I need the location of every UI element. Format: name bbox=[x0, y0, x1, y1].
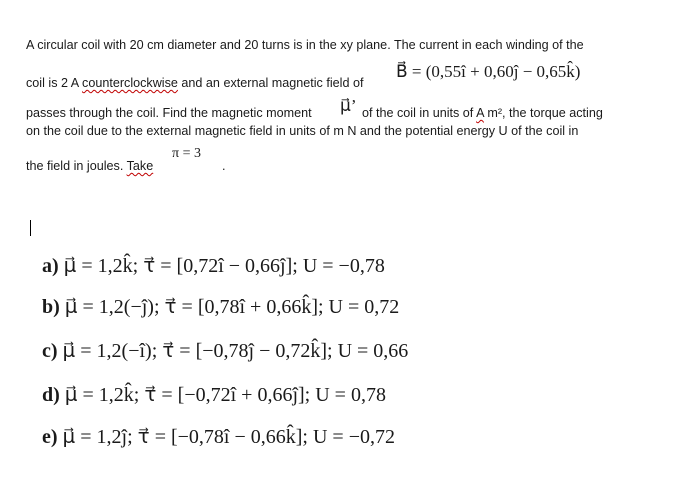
question-line-2 bbox=[26, 76, 363, 90]
counterclockwise-word: counterclockwise bbox=[82, 76, 178, 90]
pi-equation: π = 3 bbox=[172, 146, 201, 161]
option-a[interactable] bbox=[42, 253, 385, 278]
mu-symbol: μ⃗’ bbox=[340, 96, 357, 115]
option-a-expression: μ⃗ = 1,2k̂; τ⃗ = [0,72î − 0,66ĵ]; U = −0,78 bbox=[63, 255, 385, 277]
question-text-2a: coil is 2 A bbox=[26, 76, 79, 90]
line-5-period: . bbox=[222, 159, 226, 173]
question-line-5 bbox=[26, 159, 153, 173]
option-c-expression: μ⃗ = 1,2(−î); τ⃗ = [−0,78ĵ − 0,72k̂]; U = 0,66 bbox=[62, 340, 409, 362]
question-text-3a: passes through the coil. Find the magnetic moment bbox=[26, 106, 312, 120]
option-c[interactable] bbox=[42, 338, 408, 363]
question-text-2c: and an external magnetic field of bbox=[181, 76, 364, 90]
question-line-3 bbox=[26, 106, 312, 120]
option-e-label: e) bbox=[42, 426, 58, 448]
option-d-label: d) bbox=[42, 384, 60, 406]
question-text-1: A circular coil with 20 cm diameter and 20 turns is in the xy plane. The current in each winding of the bbox=[26, 38, 584, 52]
take-word: Take bbox=[126, 159, 154, 173]
question-text-3b: of the coil in units of bbox=[362, 106, 474, 120]
text-cursor bbox=[30, 220, 31, 236]
question-text-4: on the coil due to the external magnetic field in units of m N and the potential energy U of the coil in bbox=[26, 124, 579, 138]
option-b-expression: μ⃗ = 1,2(−ĵ); τ⃗ = [0,78î + 0,66k̂]; U = 0,72 bbox=[64, 296, 400, 318]
option-e-expression: μ⃗ = 1,2ĵ; τ⃗ = [−0,78î − 0,66k̂]; U = −0,72 bbox=[62, 426, 395, 448]
option-e[interactable] bbox=[42, 424, 395, 449]
question-line-1 bbox=[26, 38, 584, 52]
option-a-label: a) bbox=[42, 255, 59, 277]
question-line-4 bbox=[26, 124, 578, 138]
option-d[interactable] bbox=[42, 382, 386, 407]
option-b-label: b) bbox=[42, 296, 60, 318]
option-c-label: c) bbox=[42, 340, 58, 362]
question-line-3-rest bbox=[362, 106, 603, 120]
magnetic-field-equation: B⃗ = (0,55î + 0,60ĵ − 0,65k̂) bbox=[396, 62, 581, 81]
unit-a: A bbox=[476, 106, 484, 120]
question-text-3c: m², the torque acting bbox=[487, 106, 603, 120]
question-text-5: the field in joules. bbox=[26, 159, 124, 173]
option-b[interactable] bbox=[42, 294, 399, 319]
option-d-expression: μ⃗ = 1,2k̂; τ⃗ = [−0,72î + 0,66ĵ]; U = 0,78 bbox=[64, 384, 386, 406]
